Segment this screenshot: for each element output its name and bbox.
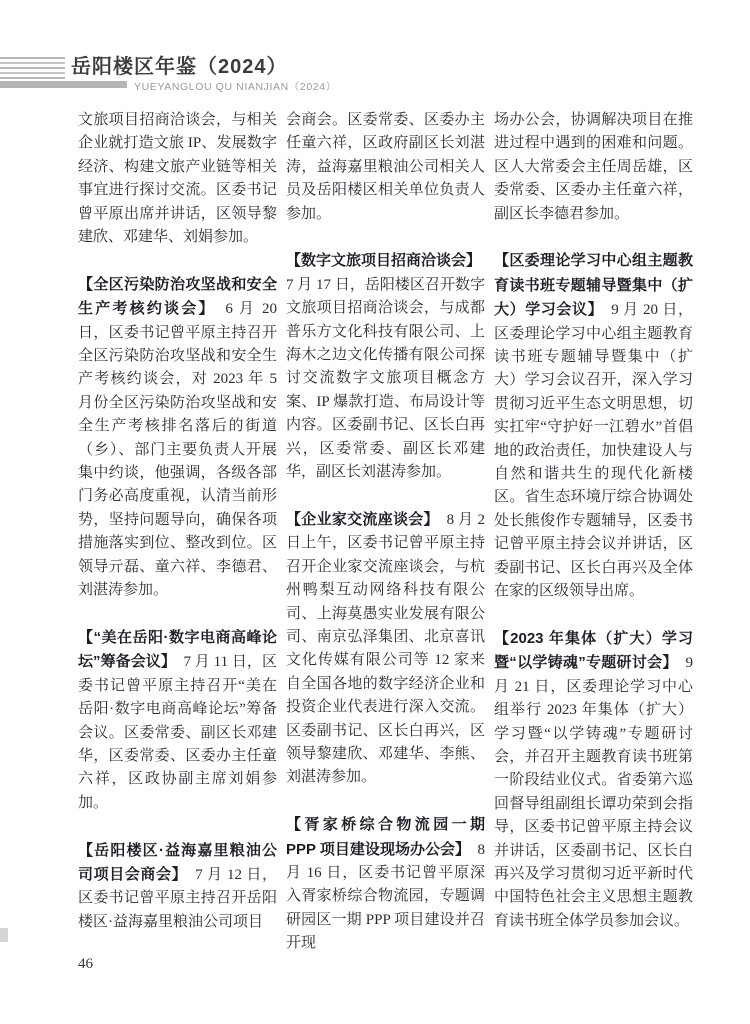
column-3 [494, 109, 693, 956]
entry-paragraph [286, 249, 489, 484]
entry-paragraph [494, 627, 693, 933]
entry-paragraph [78, 273, 277, 603]
column-2 [286, 109, 489, 956]
entry-paragraph [78, 626, 277, 815]
entry-text: 7 月 11 日，区委书记曾平原主持召开“美在岳阳·数字电商高峰论坛”筹备会议。区委常委、副区长邓建华，区委常委、区委办主任童六祥，区政协副主席刘娟参加。 [78, 654, 277, 811]
stripe-line [0, 62, 65, 64]
entry-text: 7 月 17 日，岳阳楼区召开数字文旅项目招商洽谈会，与成都普乐方文化科技有限公司、上海木之边文化传播有限公司探讨交流数字文旅项目概念方案、IP 爆款打造、布局设计等内容。区委副书记、区长白再兴，区委常委、副区长邓建华，副区长刘湛涛参加。 [286, 253, 489, 481]
header-stripes-decoration [0, 57, 65, 82]
entry-title: 【企业家交流座谈会】 [286, 510, 432, 528]
column-1 [78, 109, 277, 956]
entry-text: 9 月 20 日，区委理论学习中心组主题教育读书班专题辅导暨集中（扩大）学习会议召开，深入学习贯彻习近平生态文明思想，切实扛牢“守护好一江碧水”首倡地的政治责任，加快建设人与自然和谐共生的现代化新楼区。省生态环境厅综合协调处处长熊俊作专题辅导，区委书记曾平原主持会议并讲话，区委副书记、区长白再兴及全体在家的区级领导出席。 [494, 302, 693, 600]
entry-text: 9 月 21 日，区委理论学习中心组举行 2023 年集体（扩大）学习暨“以学铸魂”专题研讨会，并召开主题教育读书班第一阶段结业仪式。省委第六巡回督导组副组长谭功荣到会指导，区委书记曾平原主持会议并讲话，区委副书记、区长白再兴及学习贯彻习近平新时代中国特色社会主义思想主题教育读书班全体学员参加会议。 [494, 655, 693, 929]
page-edge-mark [0, 928, 8, 942]
entry-title: 【“美在岳阳·数字电商高峰论坛”筹备会议】 [78, 628, 277, 671]
entry-paragraph [78, 839, 277, 935]
entry-text: 8 月 2 日上午，区委书记曾平原主持召开企业家交流座谈会，与杭州鸭梨互动网络科技有限公司、上海莫愚实业发展有限公司、南京弘泽集团、北京喜讯文化传媒有限公司等 12 家来自全国各地的数字经济企业和投资企业代表进行深入交流。区委副书记、区长白再兴，区领导黎建欣、邓建华、李熊、刘湛涛参加。 [286, 511, 485, 786]
entry-title: 【胥家桥综合物流园一期 PPP 项目建设现场办公会】 [286, 816, 485, 858]
page-header [0, 0, 750, 112]
entry-text: 文旅项目招商洽谈会，与相关企业就打造文旅 IP、发展数字经济、构建文旅产业链等相关事宜进行探讨交流。区委书记曾平原出席并讲话，区领导黎建欣、邓建华、刘娟参加。 [78, 112, 277, 246]
page-subtitle: YUEYANGLOU QU NIANJIAN（2024） [134, 81, 337, 93]
entry-paragraph [286, 508, 485, 790]
entry-title: 【2023 年集体（扩大）学习暨“以学铸魂”专题研讨会】 [494, 629, 693, 672]
stripe-line [0, 77, 65, 79]
entry-text: 7 月 12 日，区委书记曾平原主持召开岳阳楼区·益海嘉里粮油公司项目 [78, 866, 277, 930]
stripe-line [0, 72, 65, 74]
entry-text: 场办公会，协调解决项目在推进过程中遇到的困难和问题。区人大常委会主任周岳雄，区委常委、区委办主任童六祥，副区长李德君参加。 [494, 112, 693, 222]
entry-title: 【全区污染防治攻坚战和安全生产考核约谈会】 [78, 275, 277, 318]
entry-title: 【区委理论学习中心组主题教育读书班专题辅导暨集中（扩大）学习会议】 [494, 252, 693, 319]
entry-paragraph [494, 249, 693, 603]
entry-paragraph [286, 813, 485, 955]
article-columns [78, 109, 693, 956]
entry-text: 会商会。区委常委、区委办主任童六祥，区政府副区长刘湛涛，益海嘉里粮油公司相关人员及岳阳楼区相关单位负责人参加。 [286, 112, 485, 222]
continuation-paragraph [78, 109, 277, 249]
page-title: 岳阳楼区年鉴（2024） [71, 56, 288, 78]
stripe-line [0, 67, 65, 69]
entry-title: 【岳阳楼区·益海嘉里粮油公司项目会商会】 [78, 841, 277, 883]
header-bar-decoration [0, 81, 127, 88]
entry-text: 6 月 20 日，区委书记曾平原主持召开全区污染防治攻坚战和安全生产考核约谈会，对 2023 年 5 月份全区污染防治攻坚战和安全生产考核排名落后的街道（乡）、部门主要负责人开展集中约谈，他强调，各级各部门务必高度重视，认清当前形势，坚持问题导向，确保各项措施落实到位、整改到位。区领导亓磊、童六祥、李德君、刘湛涛参加。 [78, 301, 277, 599]
continuation-paragraph [494, 109, 693, 226]
continuation-paragraph [286, 109, 485, 226]
stripe-line [0, 57, 65, 59]
page-number: 46 [78, 956, 93, 972]
entry-title: 【数字文旅项目招商洽谈会】 [286, 252, 474, 270]
entry-text: 8 月 16 日，区委书记曾平原深入胥家桥综合物流园，专题调研园区一期 PPP 项目建设并召开现 [286, 841, 485, 952]
